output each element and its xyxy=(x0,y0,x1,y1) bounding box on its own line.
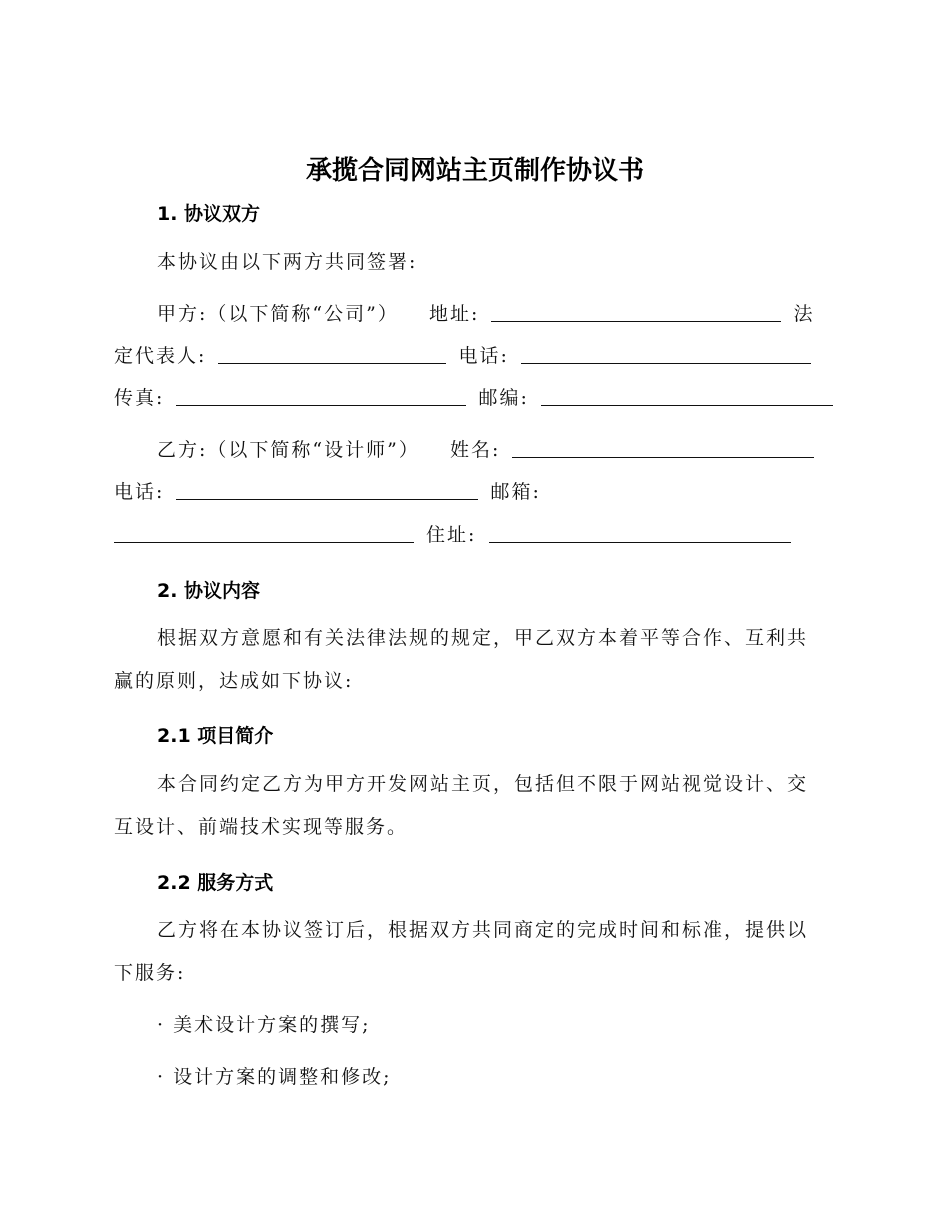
party-b-phone-label: 电话: xyxy=(114,481,165,503)
party-b-line-3 xyxy=(114,522,795,548)
party-b-email-field[interactable] xyxy=(114,524,414,543)
party-a-fax-label: 传真: xyxy=(114,387,165,409)
service-list-item: · 设计方案的调整和修改; xyxy=(157,1066,392,1088)
party-a-label: 甲方:（以下简称“公司”） xyxy=(157,303,399,325)
party-b-address-label: 住址: xyxy=(426,524,477,546)
party-b-email-label: 邮箱: xyxy=(490,481,541,503)
subsection-2-1-line-2: 互设计、前端技术实现等服务。 xyxy=(114,816,409,838)
party-a-phone-field[interactable] xyxy=(521,345,811,364)
intro-line: 本协议由以下两方共同签署: xyxy=(157,251,418,273)
party-b-phone-field[interactable] xyxy=(176,481,478,500)
party-b-label: 乙方:（以下简称“设计师”） xyxy=(157,439,420,461)
party-a-line-1 xyxy=(157,301,814,327)
party-a-line-2 xyxy=(114,343,815,369)
party-b-name-label: 姓名: xyxy=(449,439,501,461)
section-2-heading: 2. 协议内容 xyxy=(157,580,261,602)
party-b-address-field[interactable] xyxy=(489,524,791,543)
party-b-line-2 xyxy=(114,479,541,505)
subsection-2-2-line-2: 下服务: xyxy=(114,962,186,984)
party-a-address-label: 地址: xyxy=(428,303,480,325)
party-a-address-field[interactable] xyxy=(491,303,781,322)
party-a-fax-field[interactable] xyxy=(176,387,466,406)
party-b-name-field[interactable] xyxy=(512,439,814,458)
party-a-postcode-label: 邮编: xyxy=(478,387,529,409)
party-a-legal-rep-label: 定代表人: xyxy=(114,345,207,367)
party-a-postcode-field[interactable] xyxy=(541,387,833,406)
section-1-heading: 1. 协议双方 xyxy=(157,203,261,225)
subsection-2-2-line-1: 乙方将在本协议签订后，根据双方共同商定的完成时间和标准，提供以 xyxy=(157,919,809,941)
subsection-2-1-heading: 2.1 项目简介 xyxy=(157,725,274,747)
document-title: 承揽合同网站主页制作协议书 xyxy=(305,156,644,186)
party-a-legal-rep-prefix: 法 xyxy=(793,303,815,325)
subsection-2-2-heading: 2.2 服务方式 xyxy=(157,872,274,894)
party-a-phone-label: 电话: xyxy=(458,345,509,367)
section-2-para-line-2: 赢的原则，达成如下协议: xyxy=(114,670,354,692)
party-a-legal-rep-field[interactable] xyxy=(218,345,446,364)
party-b-line-1 xyxy=(157,437,818,463)
subsection-2-1-line-1: 本合同约定乙方为甲方开发网站主页，包括但不限于网站视觉设计、交 xyxy=(157,773,809,795)
party-a-line-3 xyxy=(114,385,837,411)
section-2-para-line-1: 根据双方意愿和有关法律法规的规定，甲乙双方本着平等合作、互利共 xyxy=(157,627,809,649)
service-list-item: · 美术设计方案的撰写; xyxy=(157,1014,371,1036)
